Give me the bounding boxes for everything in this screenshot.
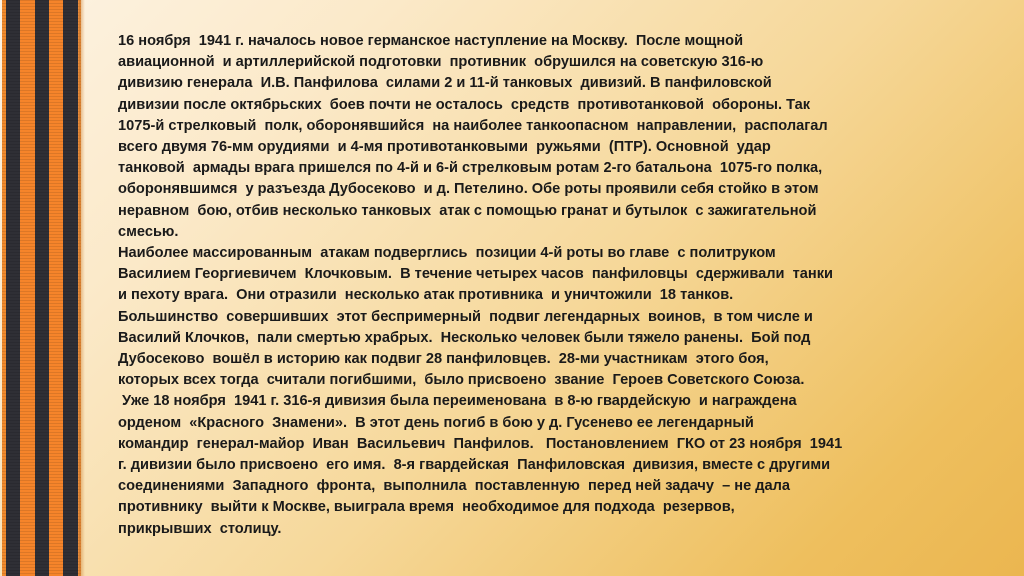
text-line: прикрывших столицу.	[118, 520, 282, 537]
text-line: оборонявшимся у разъезда Дубосеково и д. Петелино. Обе роты проявили себя стойко в этом	[118, 181, 819, 198]
text-line: Большинство совершивших этот беспримерный подвиг легендарных воинов, в том числе и	[118, 308, 813, 325]
text-line: и пехоту врага. Они отразили несколько атак противника и уничтожили 18 танков.	[118, 287, 734, 304]
text-line: всего двумя 76-мм орудиями и 4-мя противотанковыми ружьями (ПТР). Основной удар	[118, 139, 771, 156]
text-line: командир генерал-майор Иван Васильевич Панфилов. Постановлением ГКО от 23 ноября 1941	[118, 435, 843, 452]
text-line: смесью.	[118, 223, 179, 240]
text-line: соединениями Западного фронта, выполнила поставленную перед ней задачу – не дала	[118, 478, 791, 495]
text-line: 16 ноября 1941 г. началось новое германское наступление на Москву. После мощной	[118, 33, 744, 49]
text-line: дивизии после октябрьских боев почти не осталось средств противотанковой обороны. Так	[118, 96, 811, 113]
st-george-ribbon-decoration	[2, 0, 81, 576]
text-line: авиационной и артиллерийской подготовки противник обрушился на советскую 316-ю	[118, 54, 764, 71]
text-line: Василием Георгиевичем Клочковым. В течение четырех часов панфиловцы сдерживали танки	[118, 266, 833, 283]
text-line: Наиболее массированным атакам подверглись позиции 4-й роты во главе с политруком	[118, 245, 776, 262]
text-line: Уже 18 ноября 1941 г. 316-я дивизия была переименована в 8-ю гвардейскую и награждена	[118, 393, 797, 410]
text-line: неравном бою, отбив несколько танковых атак с помощью гранат и бутылок с зажигательной	[118, 202, 817, 219]
slide-body-text	[118, 31, 858, 540]
text-line: противнику выйти к Москве, выиграла время необходимое для подхода резервов,	[118, 499, 735, 516]
text-line: орденом «Красного Знамени». В этот день погиб в бою у д. Гусенево ее легендарный	[118, 414, 754, 431]
text-line: дивизию генерала И.В. Панфилова силами 2 и 11-й танковых дивизий. В панфиловской	[118, 75, 772, 92]
text-line: г. дивизии было присвоено его имя. 8-я гвардейская Панфиловская дивизия, вместе с другими	[118, 457, 831, 474]
text-line: которых всех тогда считали погибшими, было присвоено звание Героев Советского Союза.	[118, 372, 805, 389]
text-line: Дубосеково вошёл в историю как подвиг 28 панфиловцев. 28-ми участникам этого боя,	[118, 351, 769, 368]
text-line: танковой армады врага пришелся по 4-й и 6-й стрелковым ротам 2-го батальона 1075-го полка,	[118, 160, 823, 177]
text-line: Василий Клочков, пали смертью храбрых. Несколько человек были тяжело ранены. Бой под	[118, 329, 811, 346]
text-line: 1075-й стрелковый полк, оборонявшийся на наиболее танкоопасном направлении, располагал	[118, 117, 828, 134]
